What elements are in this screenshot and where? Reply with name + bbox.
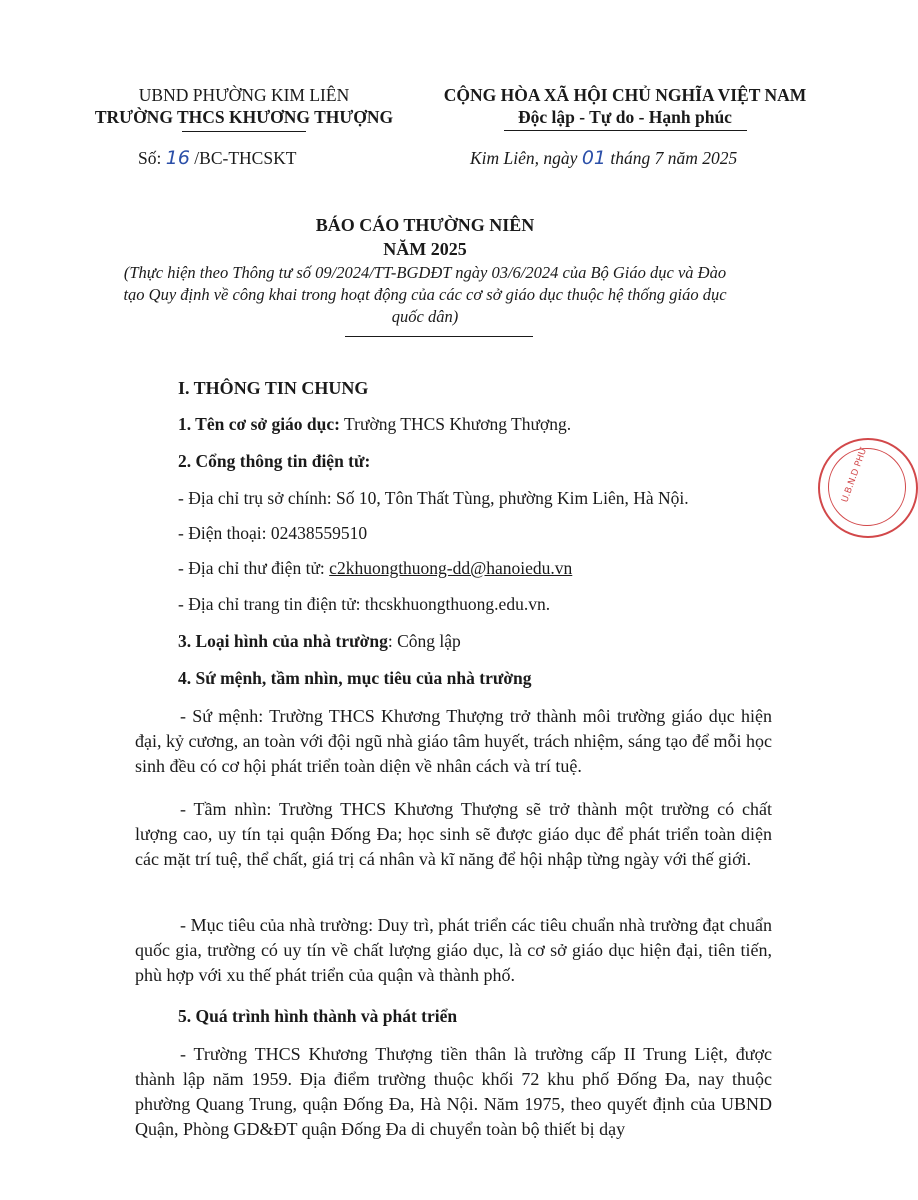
place-date (470, 147, 737, 169)
item-value: Trường THCS Khương Thượng. (340, 414, 572, 434)
email-line (178, 556, 572, 581)
phone-line: - Điện thoại: 02438559510 (178, 523, 368, 543)
email-label: - Địa chỉ thư điện tử: (178, 558, 330, 578)
seal-text: U.B.N.D PHƯ (840, 446, 870, 504)
national-motto: Độc lập - Tự do - Hạnh phúc (518, 107, 732, 127)
item-mission-heading: 4. Sứ mệnh, tầm nhìn, mục tiêu của nhà trường (178, 668, 532, 688)
handwritten-number: 16 (165, 147, 190, 169)
address-line: - Địa chỉ trụ sở chính: Số 10, Tôn Thất Tùng, phường Kim Liên, Hà Nội. (178, 488, 689, 508)
vision-paragraph: - Tầm nhìn: Trường THCS Khương Thượng sẽ trở thành một trường có chất lượng cao, uy tín tại quận Đống Đa; học sinh sẽ được giáo dục để phát triển toàn diện các mặt trí tuệ, thể chất, giá trị cá nhân và kĩ năng để hội nhập từng ngày với thế giới. (135, 799, 772, 869)
website-line: - Địa chỉ trang tin điện tử: thcskhuongthuong.edu.vn. (178, 594, 551, 614)
report-year: NĂM 2025 (383, 239, 467, 259)
document-number-suffix: /BC-THCSKT (194, 148, 297, 168)
email-link[interactable]: c2khuongthuong-dd@hanoiedu.vn (329, 558, 573, 578)
item-value: : Công lập (387, 631, 461, 651)
document-number (138, 147, 296, 169)
item-institution-name (178, 412, 571, 437)
history-paragraph: - Trường THCS Khương Thượng tiền thân là trường cấp II Trung Liệt, được thành lập năm 1959. Địa điểm trường thuộc khối 72 khu phố Đống Đa, nay thuộc phường Quang Trung, quận Đống Đa, Hà Nội. Năm 1975, theo quyết định của UBND Quận, Phòng GD&ĐT quận Đống Đa di chuyển toàn bộ thiết bị dạy (135, 1044, 772, 1139)
item-label: 1. Tên cơ sở giáo dục: (178, 414, 340, 434)
item-school-type (178, 629, 461, 654)
official-seal (818, 438, 918, 538)
document-number-prefix: Số: (138, 148, 162, 168)
school-name-header: TRƯỜNG THCS KHƯƠNG THƯỢNG (94, 107, 394, 127)
report-title: BÁO CÁO THƯỜNG NIÊN (315, 215, 535, 235)
report-subtitle: (Thực hiện theo Thông tư số 09/2024/TT-BGDĐT ngày 03/6/2024 của Bộ Giáo dục và Đào tạo Quy định về công khai trong hoạt động của các cơ sở giáo dục thuộc hệ thống giáo dục quốc dân) (123, 263, 727, 326)
header-right-underline (504, 130, 747, 131)
mission-paragraph: - Sứ mệnh: Trường THCS Khương Thượng trở thành môi trường giáo dục hiện đại, kỷ cương, an toàn với đội ngũ nhà giáo tâm huyết, trách nhiệm, sáng tạo để mỗi học sinh đều có cơ hội phát triển toàn diện về nhân cách và trí tuệ. (135, 706, 772, 776)
seal-inner-ring (828, 448, 906, 526)
place-date-prefix: Kim Liên, ngày (470, 148, 578, 168)
item-label: 3. Loại hình của nhà trường (178, 631, 388, 651)
header-left-underline (182, 131, 306, 132)
handwritten-date: 01 (581, 147, 606, 169)
title-underline (345, 336, 533, 337)
item-portal-heading: 2. Cổng thông tin điện tử: (178, 451, 371, 471)
place-date-suffix: tháng 7 năm 2025 (610, 148, 738, 168)
goal-paragraph: - Mục tiêu của nhà trường: Duy trì, phát triển các tiêu chuẩn nhà trường đạt chuẩn quốc gia, trường có uy tín về chất lượng giáo dục, là cơ sở giáo dục hiện đại, tiên tiến, phù hợp với xu thế phát triển của quận và thành phố. (135, 915, 772, 985)
issuing-authority: UBND PHƯỜNG KIM LIÊN (138, 85, 350, 105)
section-heading: I. THÔNG TIN CHUNG (178, 378, 369, 398)
item-history-heading: 5. Quá trình hình thành và phát triển (178, 1006, 458, 1026)
national-title: CỘNG HÒA XÃ HỘI CHỦ NGHĨA VIỆT NAM (443, 85, 807, 105)
